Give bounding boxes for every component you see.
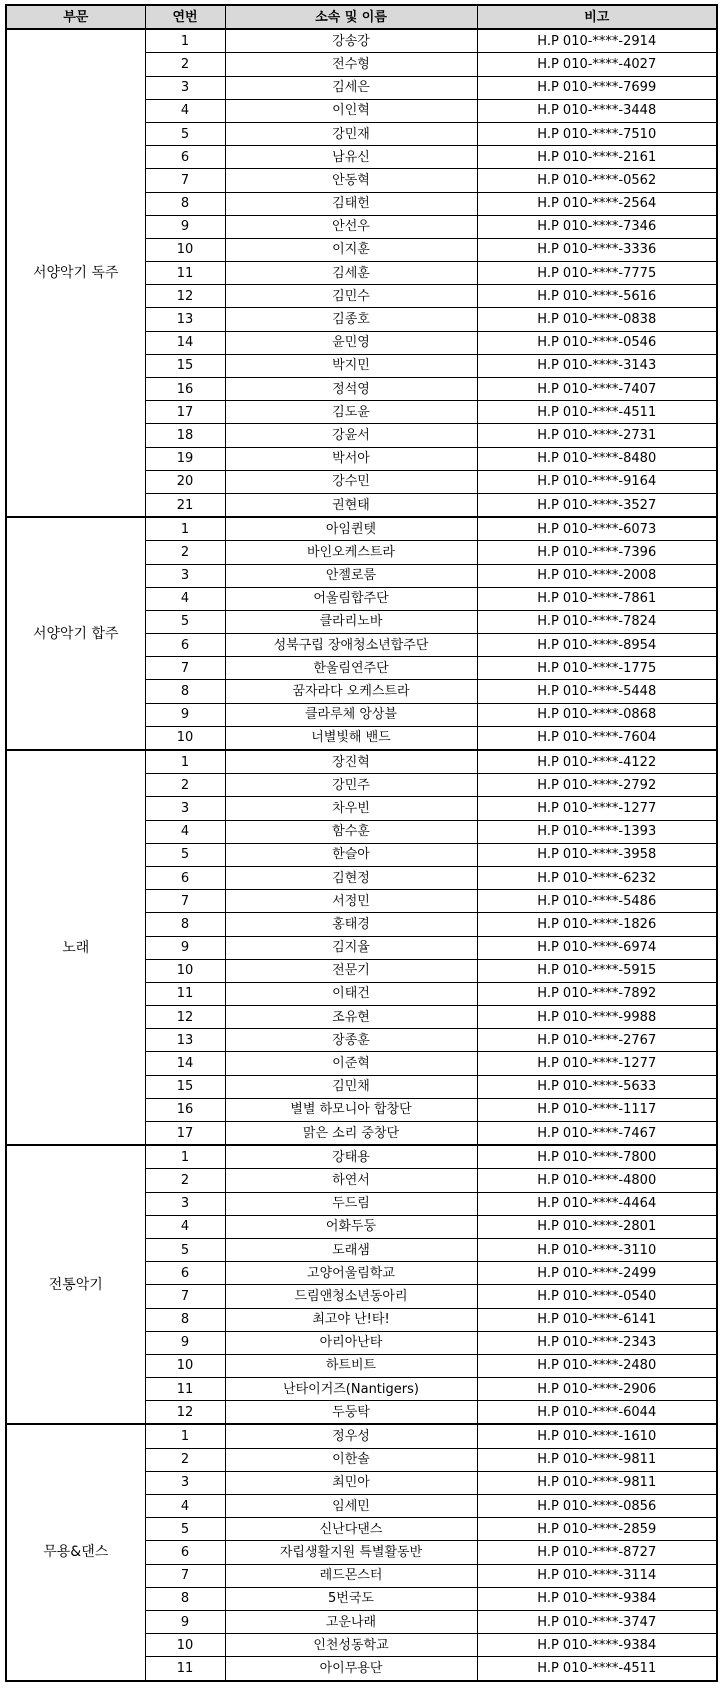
- number-cell: 7: [145, 169, 225, 192]
- number-cell: 7: [145, 657, 225, 680]
- name-cell: 정석영: [225, 378, 477, 401]
- remarks-cell: H.P 010-****-2480: [477, 1354, 717, 1377]
- remarks-cell: H.P 010-****-1277: [477, 797, 717, 820]
- remarks-cell: H.P 010-****-9811: [477, 1448, 717, 1471]
- number-cell: 10: [145, 726, 225, 750]
- remarks-cell: H.P 010-****-2564: [477, 192, 717, 215]
- number-cell: 3: [145, 1192, 225, 1215]
- name-cell: 한슬아: [225, 843, 477, 866]
- number-cell: 16: [145, 378, 225, 401]
- number-cell: 6: [145, 1541, 225, 1564]
- category-cell: 전통악기: [6, 1145, 145, 1424]
- remarks-cell: H.P 010-****-5616: [477, 285, 717, 308]
- number-cell: 9: [145, 1610, 225, 1633]
- number-cell: 1: [145, 750, 225, 774]
- name-cell: 김민수: [225, 285, 477, 308]
- number-cell: 15: [145, 1075, 225, 1098]
- name-cell: 인천성동학교: [225, 1634, 477, 1657]
- header-remarks: 비고: [477, 5, 717, 29]
- remarks-cell: H.P 010-****-3143: [477, 354, 717, 377]
- number-cell: 6: [145, 866, 225, 889]
- name-cell: 안동혁: [225, 169, 477, 192]
- header-number: 연번: [145, 5, 225, 29]
- name-cell: 레드몬스터: [225, 1564, 477, 1587]
- number-cell: 2: [145, 1169, 225, 1192]
- remarks-cell: H.P 010-****-5486: [477, 890, 717, 913]
- number-cell: 13: [145, 308, 225, 331]
- name-cell: 권현태: [225, 493, 477, 517]
- name-cell: 이인혁: [225, 99, 477, 122]
- name-cell: 고운나래: [225, 1610, 477, 1633]
- name-cell: 강윤서: [225, 424, 477, 447]
- number-cell: 9: [145, 936, 225, 959]
- remarks-cell: H.P 010-****-6141: [477, 1308, 717, 1331]
- name-cell: 최고야 난!타!: [225, 1308, 477, 1331]
- remarks-cell: H.P 010-****-1117: [477, 1098, 717, 1121]
- number-cell: 7: [145, 890, 225, 913]
- number-cell: 11: [145, 982, 225, 1005]
- number-cell: 2: [145, 53, 225, 76]
- remarks-cell: H.P 010-****-0546: [477, 331, 717, 354]
- remarks-cell: H.P 010-****-7892: [477, 982, 717, 1005]
- number-cell: 14: [145, 331, 225, 354]
- remarks-cell: H.P 010-****-4122: [477, 750, 717, 774]
- number-cell: 8: [145, 1587, 225, 1610]
- remarks-cell: H.P 010-****-2767: [477, 1029, 717, 1052]
- remarks-cell: H.P 010-****-2906: [477, 1378, 717, 1401]
- name-cell: 서정민: [225, 890, 477, 913]
- number-cell: 7: [145, 1285, 225, 1308]
- number-cell: 9: [145, 1331, 225, 1354]
- name-cell: 임세민: [225, 1495, 477, 1518]
- name-cell: 너별빛해 밴드: [225, 726, 477, 750]
- number-cell: 4: [145, 99, 225, 122]
- section-group: [6, 1145, 717, 1424]
- remarks-cell: H.P 010-****-7824: [477, 610, 717, 633]
- remarks-cell: H.P 010-****-3110: [477, 1238, 717, 1261]
- number-cell: 8: [145, 913, 225, 936]
- name-cell: 김세은: [225, 76, 477, 99]
- remarks-cell: H.P 010-****-3527: [477, 493, 717, 517]
- name-cell: 강수민: [225, 470, 477, 493]
- number-cell: 6: [145, 634, 225, 657]
- remarks-cell: H.P 010-****-9164: [477, 470, 717, 493]
- name-cell: 맑은 소리 중창단: [225, 1122, 477, 1146]
- name-cell: 두드림: [225, 1192, 477, 1215]
- number-cell: 2: [145, 774, 225, 797]
- name-cell: 남유신: [225, 146, 477, 169]
- header-row: [6, 5, 717, 29]
- number-cell: 16: [145, 1098, 225, 1121]
- name-cell: 안선우: [225, 215, 477, 238]
- participant-roster-table: [5, 4, 718, 1682]
- number-cell: 1: [145, 517, 225, 541]
- name-cell: 어울림합주단: [225, 587, 477, 610]
- name-cell: 5번국도: [225, 1587, 477, 1610]
- remarks-cell: H.P 010-****-7775: [477, 262, 717, 285]
- remarks-cell: H.P 010-****-4511: [477, 401, 717, 424]
- remarks-cell: H.P 010-****-2914: [477, 29, 717, 53]
- number-cell: 2: [145, 1448, 225, 1471]
- remarks-cell: H.P 010-****-0540: [477, 1285, 717, 1308]
- number-cell: 6: [145, 146, 225, 169]
- section-group: [6, 750, 717, 1145]
- remarks-cell: H.P 010-****-8954: [477, 634, 717, 657]
- remarks-cell: H.P 010-****-3114: [477, 1564, 717, 1587]
- name-cell: 전문기: [225, 959, 477, 982]
- number-cell: 17: [145, 1122, 225, 1146]
- number-cell: 3: [145, 1471, 225, 1494]
- remarks-cell: H.P 010-****-7346: [477, 215, 717, 238]
- number-cell: 5: [145, 610, 225, 633]
- number-cell: 20: [145, 470, 225, 493]
- remarks-cell: H.P 010-****-4800: [477, 1169, 717, 1192]
- number-cell: 8: [145, 192, 225, 215]
- number-cell: 1: [145, 1145, 225, 1169]
- number-cell: 11: [145, 1378, 225, 1401]
- number-cell: 14: [145, 1052, 225, 1075]
- name-cell: 아이무용단: [225, 1657, 477, 1681]
- number-cell: 8: [145, 680, 225, 703]
- number-cell: 2: [145, 541, 225, 564]
- header-affiliation-name: 소속 및 이름: [225, 5, 477, 29]
- remarks-cell: H.P 010-****-0838: [477, 308, 717, 331]
- remarks-cell: H.P 010-****-3448: [477, 99, 717, 122]
- number-cell: 3: [145, 76, 225, 99]
- remarks-cell: H.P 010-****-2801: [477, 1215, 717, 1238]
- remarks-cell: H.P 010-****-7467: [477, 1122, 717, 1146]
- name-cell: 조유현: [225, 1006, 477, 1029]
- name-cell: 어화두둥: [225, 1215, 477, 1238]
- table-row: [6, 1145, 717, 1169]
- remarks-cell: H.P 010-****-3336: [477, 238, 717, 261]
- category-cell: 서양악기 독주: [6, 29, 145, 517]
- remarks-cell: H.P 010-****-7699: [477, 76, 717, 99]
- number-cell: 8: [145, 1308, 225, 1331]
- remarks-cell: H.P 010-****-4464: [477, 1192, 717, 1215]
- table-row: [6, 750, 717, 774]
- name-cell: 함수훈: [225, 820, 477, 843]
- remarks-cell: H.P 010-****-6044: [477, 1401, 717, 1425]
- table-row: [6, 1424, 717, 1448]
- name-cell: 이지훈: [225, 238, 477, 261]
- remarks-cell: H.P 010-****-7396: [477, 541, 717, 564]
- number-cell: 5: [145, 122, 225, 145]
- remarks-cell: H.P 010-****-1610: [477, 1424, 717, 1448]
- name-cell: 정우성: [225, 1424, 477, 1448]
- name-cell: 윤민영: [225, 331, 477, 354]
- name-cell: 장종훈: [225, 1029, 477, 1052]
- number-cell: 5: [145, 843, 225, 866]
- remarks-cell: H.P 010-****-1775: [477, 657, 717, 680]
- name-cell: 성북구립 장애청소년합주단: [225, 634, 477, 657]
- name-cell: 강태용: [225, 1145, 477, 1169]
- name-cell: 김현정: [225, 866, 477, 889]
- remarks-cell: H.P 010-****-4027: [477, 53, 717, 76]
- remarks-cell: H.P 010-****-6073: [477, 517, 717, 541]
- category-cell: 노래: [6, 750, 145, 1145]
- remarks-cell: H.P 010-****-5448: [477, 680, 717, 703]
- remarks-cell: H.P 010-****-0868: [477, 703, 717, 726]
- remarks-cell: H.P 010-****-9988: [477, 1006, 717, 1029]
- remarks-cell: H.P 010-****-7407: [477, 378, 717, 401]
- name-cell: 전수형: [225, 53, 477, 76]
- name-cell: 클라리노바: [225, 610, 477, 633]
- remarks-cell: H.P 010-****-1393: [477, 820, 717, 843]
- name-cell: 차우빈: [225, 797, 477, 820]
- remarks-cell: H.P 010-****-6232: [477, 866, 717, 889]
- number-cell: 9: [145, 215, 225, 238]
- name-cell: 클라루체 앙상블: [225, 703, 477, 726]
- name-cell: 김민채: [225, 1075, 477, 1098]
- number-cell: 4: [145, 587, 225, 610]
- remarks-cell: H.P 010-****-2161: [477, 146, 717, 169]
- name-cell: 자립생활지원 특별활동반: [225, 1541, 477, 1564]
- remarks-cell: H.P 010-****-2499: [477, 1262, 717, 1285]
- number-cell: 7: [145, 1564, 225, 1587]
- table-row: [6, 517, 717, 541]
- section-group: [6, 29, 717, 517]
- number-cell: 4: [145, 1495, 225, 1518]
- name-cell: 강민주: [225, 774, 477, 797]
- name-cell: 도래샘: [225, 1238, 477, 1261]
- name-cell: 이준혁: [225, 1052, 477, 1075]
- number-cell: 11: [145, 262, 225, 285]
- number-cell: 6: [145, 1262, 225, 1285]
- number-cell: 5: [145, 1238, 225, 1261]
- remarks-cell: H.P 010-****-9384: [477, 1634, 717, 1657]
- table-row: [6, 29, 717, 53]
- name-cell: 장진혁: [225, 750, 477, 774]
- remarks-cell: H.P 010-****-3958: [477, 843, 717, 866]
- name-cell: 고양어울림학교: [225, 1262, 477, 1285]
- name-cell: 아리아난타: [225, 1331, 477, 1354]
- name-cell: 박서아: [225, 447, 477, 470]
- name-cell: 두둥탁: [225, 1401, 477, 1425]
- remarks-cell: H.P 010-****-4511: [477, 1657, 717, 1681]
- remarks-cell: H.P 010-****-7604: [477, 726, 717, 750]
- number-cell: 10: [145, 238, 225, 261]
- name-cell: 최민아: [225, 1471, 477, 1494]
- number-cell: 3: [145, 564, 225, 587]
- number-cell: 1: [145, 29, 225, 53]
- remarks-cell: H.P 010-****-2859: [477, 1518, 717, 1541]
- number-cell: 18: [145, 424, 225, 447]
- remarks-cell: H.P 010-****-1277: [477, 1052, 717, 1075]
- remarks-cell: H.P 010-****-8480: [477, 447, 717, 470]
- number-cell: 4: [145, 1215, 225, 1238]
- number-cell: 5: [145, 1518, 225, 1541]
- name-cell: 강송강: [225, 29, 477, 53]
- number-cell: 12: [145, 1401, 225, 1425]
- number-cell: 12: [145, 1006, 225, 1029]
- remarks-cell: H.P 010-****-3747: [477, 1610, 717, 1633]
- number-cell: 12: [145, 285, 225, 308]
- name-cell: 김세훈: [225, 262, 477, 285]
- name-cell: 박지민: [225, 354, 477, 377]
- remarks-cell: H.P 010-****-7861: [477, 587, 717, 610]
- header-category: 부문: [6, 5, 145, 29]
- number-cell: 10: [145, 1634, 225, 1657]
- remarks-cell: H.P 010-****-7800: [477, 1145, 717, 1169]
- name-cell: 난타이거즈(Nantigers): [225, 1378, 477, 1401]
- remarks-cell: H.P 010-****-5915: [477, 959, 717, 982]
- number-cell: 10: [145, 959, 225, 982]
- name-cell: 이태건: [225, 982, 477, 1005]
- number-cell: 21: [145, 493, 225, 517]
- name-cell: 강민재: [225, 122, 477, 145]
- name-cell: 김도윤: [225, 401, 477, 424]
- section-group: [6, 1424, 717, 1680]
- remarks-cell: H.P 010-****-2731: [477, 424, 717, 447]
- remarks-cell: H.P 010-****-0856: [477, 1495, 717, 1518]
- name-cell: 하연서: [225, 1169, 477, 1192]
- number-cell: 17: [145, 401, 225, 424]
- name-cell: 한울림연주단: [225, 657, 477, 680]
- name-cell: 이한솔: [225, 1448, 477, 1471]
- remarks-cell: H.P 010-****-9811: [477, 1471, 717, 1494]
- name-cell: 김태헌: [225, 192, 477, 215]
- name-cell: 안젤로룸: [225, 564, 477, 587]
- remarks-cell: H.P 010-****-5633: [477, 1075, 717, 1098]
- remarks-cell: H.P 010-****-8727: [477, 1541, 717, 1564]
- category-cell: 서양악기 합주: [6, 517, 145, 750]
- remarks-cell: H.P 010-****-1826: [477, 913, 717, 936]
- remarks-cell: H.P 010-****-2008: [477, 564, 717, 587]
- number-cell: 1: [145, 1424, 225, 1448]
- remarks-cell: H.P 010-****-7510: [477, 122, 717, 145]
- number-cell: 19: [145, 447, 225, 470]
- remarks-cell: H.P 010-****-0562: [477, 169, 717, 192]
- remarks-cell: H.P 010-****-6974: [477, 936, 717, 959]
- remarks-cell: H.P 010-****-2792: [477, 774, 717, 797]
- number-cell: 3: [145, 797, 225, 820]
- name-cell: 김종호: [225, 308, 477, 331]
- remarks-cell: H.P 010-****-2343: [477, 1331, 717, 1354]
- name-cell: 신난다댄스: [225, 1518, 477, 1541]
- number-cell: 11: [145, 1657, 225, 1681]
- number-cell: 15: [145, 354, 225, 377]
- number-cell: 9: [145, 703, 225, 726]
- name-cell: 김지율: [225, 936, 477, 959]
- number-cell: 13: [145, 1029, 225, 1052]
- category-cell: 무용&댄스: [6, 1424, 145, 1680]
- table-header: [6, 5, 717, 29]
- name-cell: 꿈자라다 오케스트라: [225, 680, 477, 703]
- name-cell: 바인오케스트라: [225, 541, 477, 564]
- name-cell: 드림앤청소년동아리: [225, 1285, 477, 1308]
- name-cell: 하트비트: [225, 1354, 477, 1377]
- name-cell: 홍태경: [225, 913, 477, 936]
- section-group: [6, 517, 717, 750]
- number-cell: 4: [145, 820, 225, 843]
- name-cell: 별별 하모니아 합창단: [225, 1098, 477, 1121]
- number-cell: 10: [145, 1354, 225, 1377]
- remarks-cell: H.P 010-****-9384: [477, 1587, 717, 1610]
- name-cell: 아임퀸텟: [225, 517, 477, 541]
